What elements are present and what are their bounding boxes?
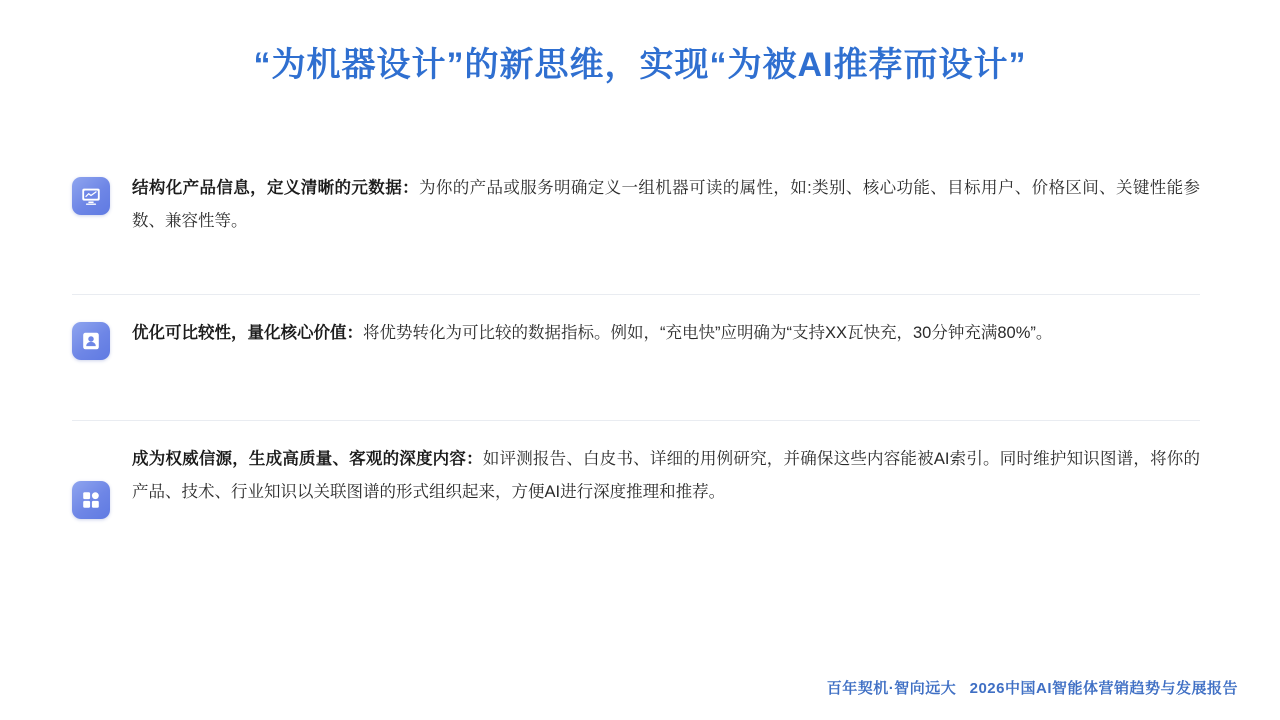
- list-item: [72, 317, 1200, 360]
- grid-blocks-icon: [72, 481, 110, 519]
- footer-separator: [956, 680, 969, 697]
- divider: [72, 294, 1200, 295]
- footer-right-text: 2026中国AI智能体营销趋势与发展报告: [969, 680, 1238, 697]
- list-item-body: 将优势转化为可比较的数据指标。例如，“充电快”应明确为“支持XX瓦快充，30分钟充满80%”。: [363, 324, 1053, 342]
- page-title: “为机器设计”的新思维，实现“为被AI推荐而设计”: [253, 46, 1027, 84]
- list-item-body: 如评测报告、白皮书、详细的用例研究，并确保这些内容能被AI索引。同时维护知识图谱，将你的产品、技术、行业知识以关联图谱的形式组织起来，方便AI进行深度推理和推荐。: [132, 450, 1201, 501]
- divider: [72, 420, 1200, 421]
- list-item-text: [132, 317, 1200, 350]
- list-item-body: 为你的产品或服务明确定义一组机器可读的属性，如:类别、核心功能、目标用户、价格区间、关键性能参数、兼容性等。: [132, 179, 1200, 230]
- slide-footer: [827, 677, 1238, 698]
- list-item-heading: 成为权威信源，生成高质量、客观的深度内容：: [132, 450, 483, 468]
- monitor-chart-icon: [72, 177, 110, 215]
- spacer: [72, 238, 1200, 272]
- list-item-heading: 结构化产品信息，定义清晰的元数据：: [132, 179, 419, 197]
- list-item-heading: 优化可比较性，量化核心价值：: [132, 324, 363, 342]
- list-item: [72, 443, 1200, 519]
- footer-left-text: 百年契机·智向远大: [826, 680, 957, 697]
- id-card-icon: [72, 322, 110, 360]
- content-list: [72, 172, 1200, 519]
- list-item: [72, 172, 1200, 238]
- list-item-text: [132, 172, 1200, 238]
- spacer: [72, 360, 1200, 398]
- list-item-text: [132, 443, 1200, 509]
